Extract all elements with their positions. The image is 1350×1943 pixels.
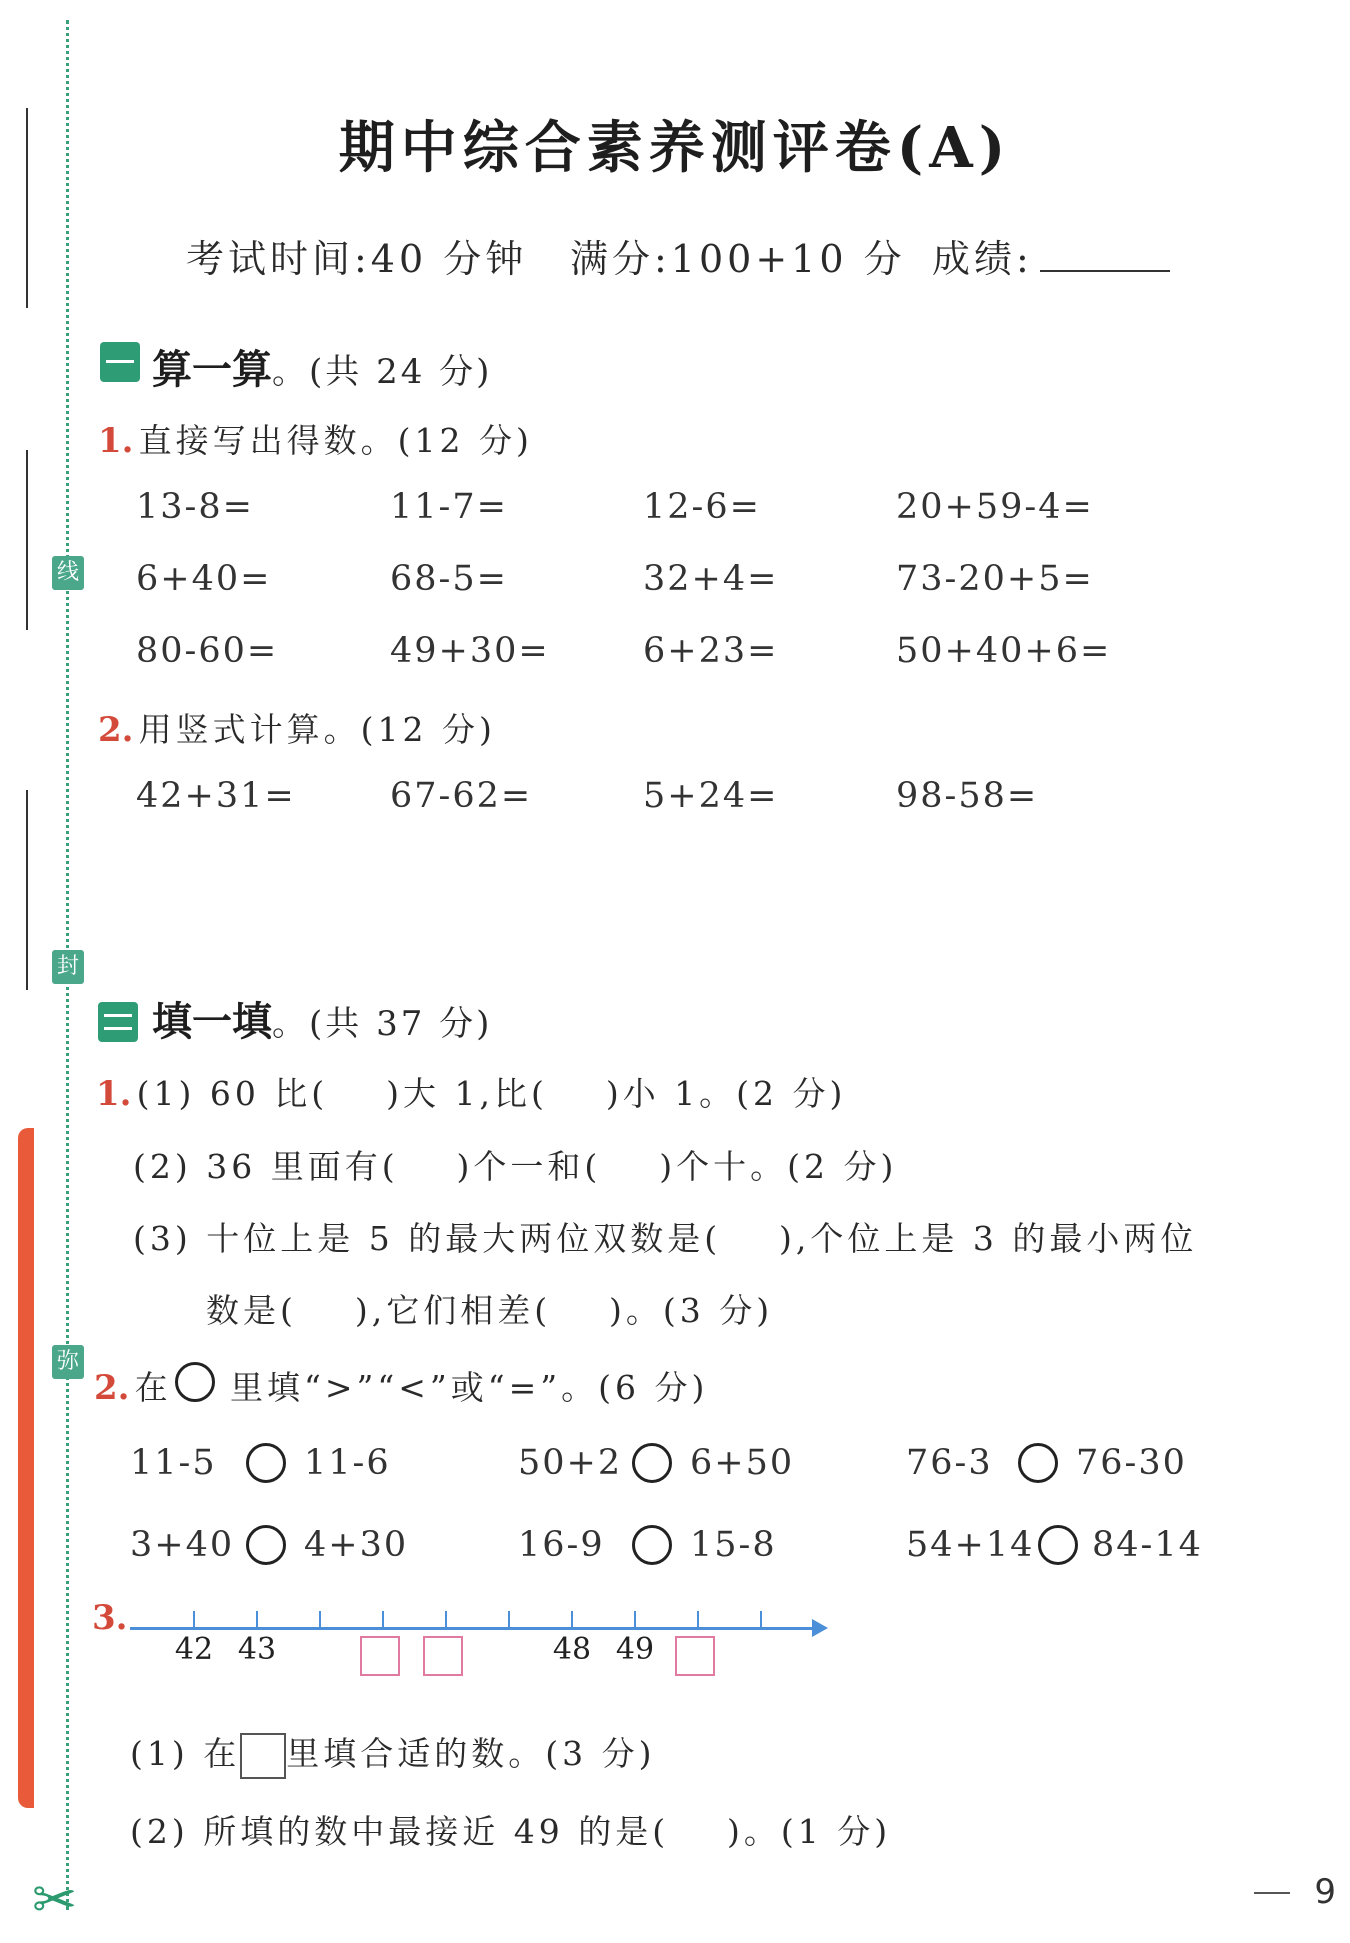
number-line-tick [760,1611,762,1628]
page-title: 期中综合素养测评卷(A) [338,115,1012,181]
page-number: 9 [1314,1872,1336,1912]
compare-left: 11-5 [130,1443,217,1483]
section-1-title: 算一算 [152,346,272,393]
number-line-tick [445,1611,447,1628]
number-line-arrow [812,1619,828,1637]
question-text-a: (1) 在 [130,1734,241,1773]
calc-item: 6+40= [136,559,272,599]
question-text-b: 里填合适的数。(3 分) [286,1734,656,1773]
margin-char-mi: 弥 [52,1345,84,1379]
vertical-calc-item: 98-58= [896,776,1039,816]
compare-circle[interactable] [632,1525,672,1565]
compare-right: 84-14 [1092,1525,1203,1565]
question-text: (1) 60 比( )大 1,比( )小 1。(2 分) [136,1074,847,1113]
exam-time: 考试时间:40 分钟 [186,237,528,281]
compare-left: 3+40 [130,1525,235,1565]
margin-red-strip [18,1128,34,1808]
number-line-tick [697,1611,699,1628]
section-1-heading [152,338,492,395]
calc-item: 6+23= [643,631,779,671]
s2-q3-p1 [130,1728,655,1779]
vertical-calc-item: 67-62= [390,776,533,816]
question-number: 2. [94,1368,130,1408]
question-text-a: 在 [134,1368,172,1407]
number-line-tick [634,1611,636,1628]
s2-q1-p2: (2) 36 里面有( )个一和( )个十。(2 分) [133,1147,898,1186]
compare-right: 4+30 [304,1525,409,1565]
section-2-heading [152,990,492,1047]
compare-circle[interactable] [632,1443,672,1483]
compare-left: 50+2 [518,1443,623,1483]
compare-circle[interactable] [246,1443,286,1483]
s2-q1-p3a: (3) 十位上是 5 的最大两位双数是( ),个位上是 3 的最小两位 [133,1219,1198,1258]
s2-q1-p1 [96,1068,846,1115]
margin-char-feng: 封 [52,950,84,984]
compare-circle-icon [175,1362,215,1402]
section-1-icon [100,342,140,382]
compare-left: 16-9 [518,1525,605,1565]
calc-item: 49+30= [390,631,550,671]
s2-q3-p2: (2) 所填的数中最接近 49 的是( )。(1 分) [130,1812,892,1851]
section-2-icon [98,1002,138,1042]
question-number: 3. [92,1598,128,1638]
number-line-tick [382,1611,384,1628]
question-number: 2. [98,710,134,750]
number-line-tick [193,1611,195,1628]
compare-circle[interactable] [1038,1525,1078,1565]
calc-item: 73-20+5= [896,559,1094,599]
compare-circle[interactable] [1018,1443,1058,1483]
calc-item: 68-5= [390,559,508,599]
answer-box[interactable] [360,1636,400,1676]
number-line-tick [571,1611,573,1628]
calc-item: 12-6= [643,487,761,527]
compare-right: 15-8 [690,1525,777,1565]
margin-char-xian: 线 [52,556,84,590]
calc-item: 32+4= [643,559,779,599]
grade-label: 成绩: [932,237,1033,281]
calc-item: 80-60= [136,631,279,671]
question-number: 1. [96,1074,132,1114]
compare-left: 54+14 [906,1525,1035,1565]
scissors-icon: ✂ [32,1868,78,1931]
number-line-label: 49 [615,1632,655,1667]
grade-blank[interactable] [1040,270,1170,272]
number-line-label: 42 [174,1632,214,1667]
compare-right: 11-6 [304,1443,391,1483]
number-line-label: 48 [552,1632,592,1667]
margin-rule [26,790,28,990]
compare-right: 6+50 [690,1443,795,1483]
page-number-dash [1254,1892,1290,1894]
section-1-score: 。(共 24 分) [272,352,493,392]
question-number: 1. [98,421,134,461]
compare-left: 76-3 [906,1443,993,1483]
section-2-score: 。(共 37 分) [272,1004,493,1044]
answer-box[interactable] [423,1636,463,1676]
s2-q2 [94,1362,172,1409]
margin-rule [26,450,28,630]
question-text-b: 里填“>”“<”或“=”。(6 分) [230,1368,709,1407]
vertical-calc-item: 42+31= [136,776,296,816]
square-box-icon [240,1733,286,1779]
s2-q1-p3b: 数是( ),它们相差( )。(3 分) [206,1291,774,1330]
question-text: 用竖式计算。(12 分) [138,710,496,749]
number-line-tick [319,1611,321,1628]
calc-item: 50+40+6= [896,631,1112,671]
question-text: 直接写出得数。(12 分) [138,421,533,460]
calc-item: 20+59-4= [896,487,1094,527]
number-line-tick [256,1611,258,1628]
full-score: 满分:100+10 分 [570,237,906,281]
calc-item: 11-7= [390,487,508,527]
vertical-calc-item: 5+24= [643,776,779,816]
s1-q2 [98,704,496,751]
number-line-tick [508,1611,510,1628]
calc-item: 13-8= [136,487,254,527]
compare-right: 76-30 [1076,1443,1187,1483]
compare-circle[interactable] [246,1525,286,1565]
section-2-title: 填一填 [152,998,272,1045]
s1-q1 [98,415,533,462]
number-line [130,1627,820,1630]
answer-box[interactable] [675,1636,715,1676]
number-line-label: 43 [237,1632,277,1667]
